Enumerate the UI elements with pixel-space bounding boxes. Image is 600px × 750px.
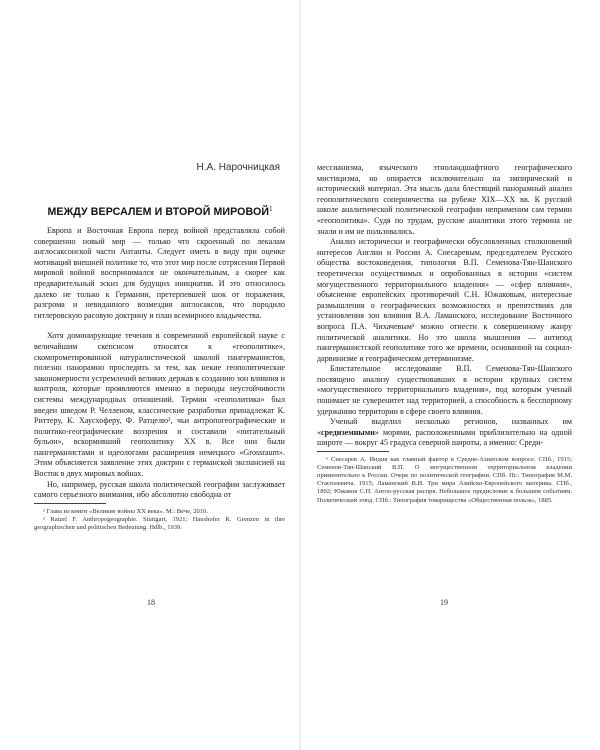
paragraph-text: Ученый выделил несколько регионов, названных им « [317,417,572,437]
page-number: 18 [147,598,155,607]
paragraph: Блистательное исследование В.П. Семенова-Тян-Шанского посвящено анализу существовавших в истории крупных систем «могущественного территориального владения», под которым ученый понимает не суверенитет над территорией, а способность к бесспорному удержанию территории в сфере своего влияния. [317,364,572,416]
paragraph: Но, например, русская школа политической географии заслуживает самого серьезного внимания, ибо абсолютно свободна от [34,479,285,500]
emphasized-term: средиземными [321,427,375,437]
footnote: ¹ Глава из книги «Великие войны XX века». М.: Вече, 2010. [43,507,208,515]
heading-footnote-mark: 1 [269,206,273,213]
paragraph: Европа и Восточная Европа перед войной представляла собой совершенно новый мир — только что скроенный по лекалам англосаксонской части Антанты. Следует иметь в виду при оценке мотиваций внешней политике то, что этот мир после сотрясения Первой мировой войной воспринимался не окончательным, а скорее как предварительный эскиз для будущих инициатив. И это относилось далеко не только к Германии, претерпевшей шок от поражения, разгрома и невиданного возмездия англосаксов, что породило гитлеровскую расовую доктрину и план всемирного владычества. [34,226,285,320]
footnote: ² Ratzel F. Anthropogeographie. Stuttgart, 1921; Haushofer K. Grenzen in ihre geographischen und politischen Bedeutung. Hdlb., 1939. [34,515,285,532]
footnote-divider [34,503,106,504]
paragraph: Хотя доминирующие течения в современной европейской науке с величайшим скепсисом относятся к «геополитике», скомпрометированной натуралистической школой пангерманистов, полезно панорамно проследить за тем, как некие геополитические закономерности устремлений великих держав к созданию зон влияния и контроля, которые проявляются именно в периоды неустойчивости системы международных отношений. Термин «геополитика» был введен шведом Р. Челленом, классические разработки принадлежат К. Риттеру, К. Хаусхоферу, Ф. Ратцелю², чьи антропогеографические и политико-географические воззрения и составили «питательный бульон», вскормивший геополитику XX в. Все они были пангерманистами и идеологами расширения немецкого «Grossraum». Этим объясняется заявление этих доктрин с германской экспансией на Восток в двух мировых войнах. [34,331,285,479]
paragraph [317,417,572,449]
footnote: ¹ Снесарев А. Индия как главный фактор в Средне-Азиатском вопросе. СПб., 1915; Семенов-Тян-Шанский В.П. О могущественном территориальном владении применительно к России. Очерк по политической географии. СПб. Пг.: Типография М.М. Стасюлевича. 1915; Ламанский В.И. Три мира Азийско-Европейского материка. СПб., 1892; Южаков С.Н. Англо-русская распря. Небольшое предисловие к большим событиям. Политический этюд. СПб.: Типография товарищества «Общественная польза», 1885. [317,456,572,504]
left-body-text [34,226,285,532]
chapter-title: МЕЖДУ ВЕРСАЛЕМ И ВТОРОЙ МИРОВОЙ [47,206,270,218]
paragraph: Анализ исторически и географически обусловленных столкновений интересов Англии и России А. Снесаревым, председателем Русского общества востоковедения, типология В.П. Семенова-Тян-Шанского теоретически осуществимых и опробованных в истории «систем могущественного территориального владения» — «сфер влияния», объяснение европейских противоречий С.Н. Южаковым, интересные размышления о географических возможностях и препятствиях для установления зон влияния В.А. Ламанского, исследование Восточного вопроса П.А. Чихачевым¹ можно отнести к совершенному жанру политической аналитики. Но это школа мышления — антипод пангерманистской геополитике того же времени, основанной на социал-дарвинизме и географическом детерминизме. [317,237,572,363]
right-page [300,0,600,750]
right-body-text [317,163,572,505]
paragraph: мессианизма, языческого этноландшафтного географического мистицизма, но опирается исключительно на эмпирический и исторический материал. Эта мысль дала блестящий панорамный анализ геополитического соперничества на рубеже XIX—XX вв. К русской школе аналитической политической географии неприменим сам термин «геополитика». Судя по трудам, русские аналитики этого термина не знали и им не пользовались. [317,163,572,236]
page-number: 19 [440,598,448,607]
paragraph-text: » морями, расположенными приблизительно на одной широте — вокруг 45 градуса северной широты, а именно: Среди- [317,427,572,448]
chapter-heading [34,206,286,218]
author-name: Н.А. Нарочницкая [196,162,280,173]
footnote-divider [317,451,389,452]
